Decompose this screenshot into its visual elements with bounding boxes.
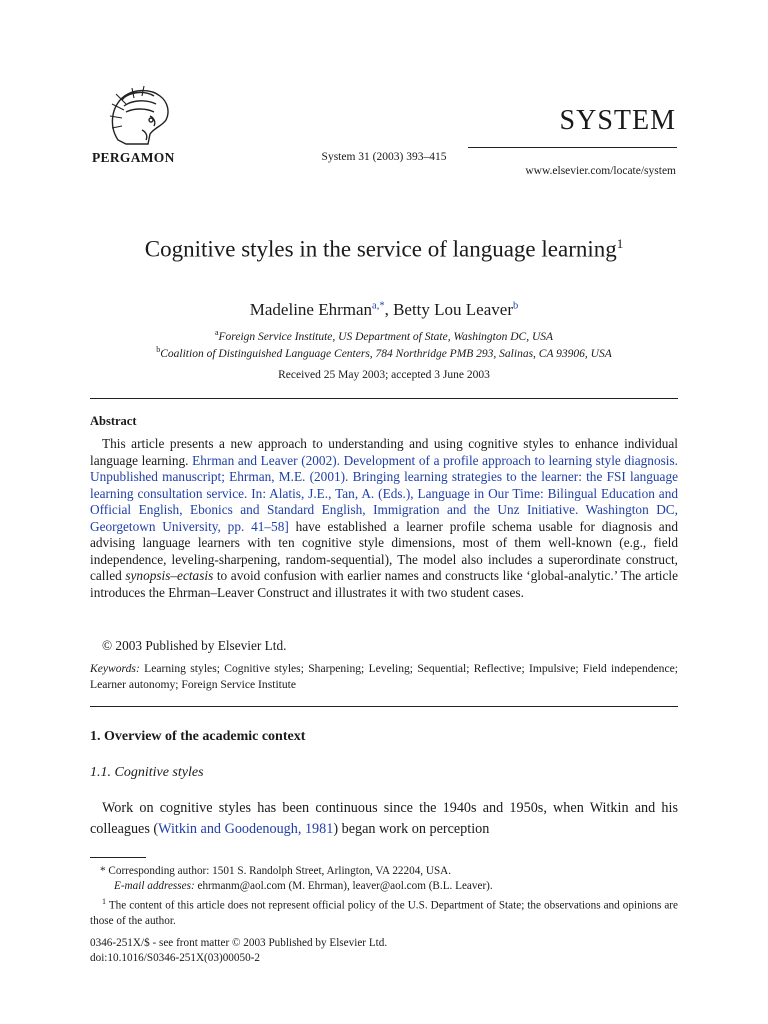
title-footnote-mark[interactable]: 1: [616, 236, 624, 251]
keywords-bottom-rule: [90, 706, 678, 707]
author-name: Madeline Ehrman: [249, 300, 373, 319]
journal-url[interactable]: www.elsevier.com/locate/system: [525, 165, 676, 177]
body-paragraph: Work on cognitive styles has been continuous since the 1940s and 1950s, when Witkin and his colleagues (Witkin and Goodenough, 1981) began work on perception: [90, 800, 678, 837]
author-name: Betty Lou Leaver: [393, 300, 513, 319]
doi-line[interactable]: doi:10.1016/S0346-251X(03)00050-2: [90, 952, 260, 964]
pergamon-logo: [96, 82, 184, 152]
keywords: [90, 661, 678, 693]
journal-rule: [468, 147, 677, 148]
journal-name: SYSTEM: [559, 105, 676, 136]
keywords-text: Learning styles; Cognitive styles; Sharpening; Leveling; Sequential; Reflective; Impulsive; Field independence; Learner autonomy; Foreign Service Institute: [90, 662, 678, 691]
article-title-text: Cognitive styles in the service of language learning: [144, 236, 617, 262]
article-title: [90, 229, 678, 265]
abstract-top-rule: [90, 398, 678, 399]
journal-citation: System 31 (2003) 393–415: [321, 151, 447, 163]
footnote-email: E-mail addresses: ehrmanm@aol.com (M. Ehrman), leaver@aol.com (B.L. Leaver).: [114, 880, 493, 892]
abstract-text: This article presents a new approach to understanding and using cognitive styles to enhance individual language learning. Ehrman and Leaver (2002). Development of a profile approach to learning style diagnosis. Unpublished manuscript; Ehrman, M.E. (2001). Bringing learning strategies to the learner: the FSI language learning consultation service. In: Alatis, J.E., Tan, A. (Eds.), Language in Our Time: Bilingual Education and Official English, Ebonics and Standard English, Immigration and the Unz Initiative. Washington DC, Georgetown University, pp. 41–58] have established a learner profile schema usable for diagnosis and advising language learners with ten cognitive style dimensions, most of them well-known (e.g., field independence, leveling-sharpening, random-sequential), The model also includes a superordinate construct, called synopsis–ectasis to avoid confusion with earlier names and constructs like ‘global-analytic.’ The article introduces the Ehrman–Leaver Construct and illustrates it with two student cases.: [90, 436, 678, 600]
section-heading: 1. Overview of the academic context: [90, 729, 306, 744]
reference-link[interactable]: Witkin and Goodenough, 1981: [158, 821, 334, 837]
issn-line: 0346-251X/$ - see front matter © 2003 Published by Elsevier Ltd.: [90, 937, 388, 949]
author-list: Madeline Ehrman$^{a,*}$, Betty Lou Leaver$^b$: [249, 300, 519, 319]
keywords-label: Keywords:: [90, 662, 140, 675]
abstract-heading: Abstract: [90, 414, 137, 428]
reference-link[interactable]: Ehrman and Leaver (2002). Development of a profile approach to learning style diagnosis. Unpublished manuscript; Ehrman, M.E. (2001). Bringing learning strategies to the learner: the FSI language learning consultation service. In: Alatis, J.E., Tan, A. (Eds.), Language in Our Time: Bilingual Education and Official English, Ebonics and Standard English, Immigration and the Unz Initiative. Washington DC, Georgetown University, pp. 41–58]: [90, 452, 678, 534]
italic-term: synopsis–ectasis: [125, 568, 214, 583]
author-affiliation-mark[interactable]: a,*: [372, 300, 385, 312]
footnote-rule: [90, 857, 146, 858]
received-dates: Received 25 May 2003; accepted 3 June 2003: [278, 369, 490, 381]
publisher-name: PERGAMON: [92, 150, 175, 165]
author-affiliation-mark[interactable]: b: [512, 300, 519, 312]
affiliation-b: $^b$Coalition of Distinguished Language Centers, 784 Northridge PMB 293, Salinas, CA 93906, USA: [156, 345, 612, 360]
subsection-heading: 1.1. Cognitive styles: [90, 765, 204, 780]
email-addresses[interactable]: ehrmanm@aol.com (M. Ehrman), leaver@aol.com (B.L. Leaver).: [194, 880, 493, 892]
footnote-1: $^1$ The content of this article does not represent official policy of the U.S. Department of State; the observations and opinions are those of the author.: [90, 897, 678, 927]
affiliation-a: $^a$Foreign Service Institute, US Department of State, Washington DC, USA: [214, 328, 554, 343]
footnote-corresponding: * Corresponding author: 1501 S. Randolph Street, Arlington, VA 22204, USA.: [100, 865, 452, 877]
abstract-copyright: © 2003 Published by Elsevier Ltd.: [102, 638, 287, 653]
